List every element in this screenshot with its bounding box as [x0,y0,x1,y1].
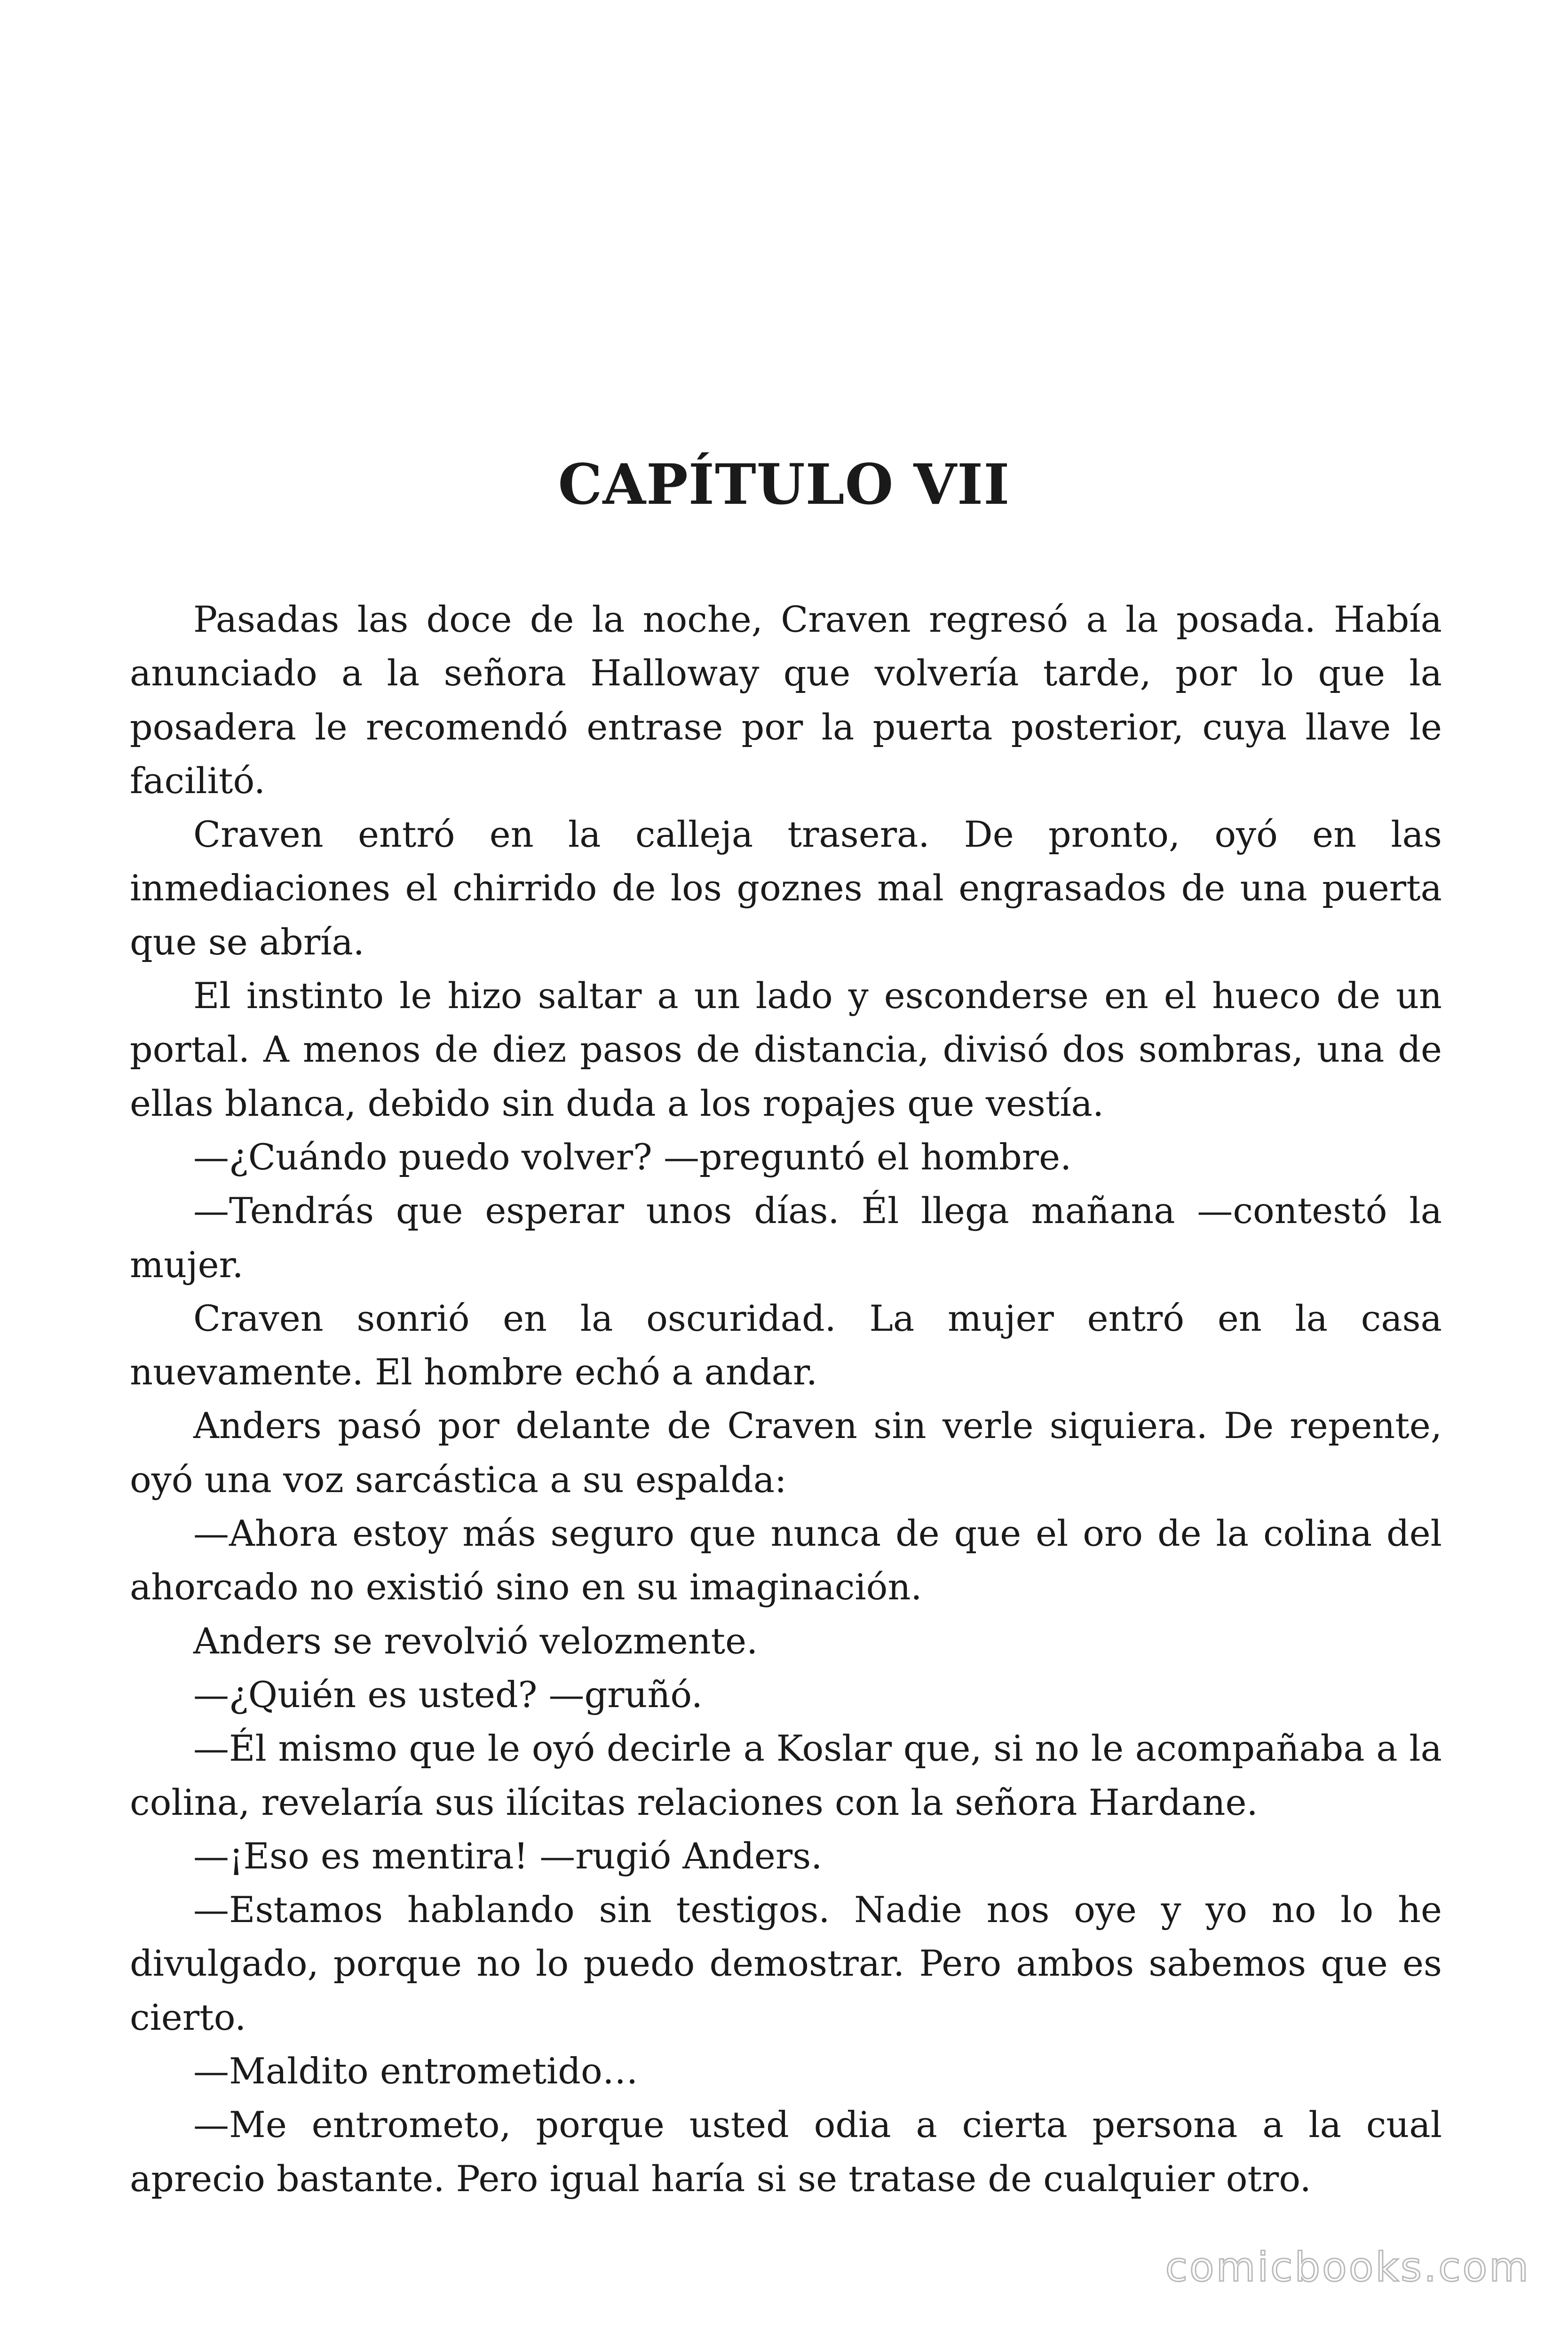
paragraph: —¡Eso es mentira! —rugió Anders. [193,1835,823,1877]
paragraph: —Me entrometo, porque usted odia a cierta persona a la cual aprecio bastante. Pero igual haría si se tratase de cualquier otro. [130,2104,1442,2200]
paragraph: —¿Quién es usted? —gruñó. [193,1673,703,1716]
paragraph: —¿Cuándo puedo volver? —preguntó el hombre. [193,1136,1072,1178]
paragraph: El instinto le hizo saltar a un lado y esconderse en el hueco de un portal. A menos de diez pasos de distancia, divisó dos sombras, una de ellas blanca, debido sin duda a los ropajes que vestía. [130,975,1442,1124]
paragraph: —Estamos hablando sin testigos. Nadie nos oye y yo no lo he divulgado, porque no lo puedo demostrar. Pero ambos sabemos que es cierto. [130,1889,1442,2038]
paragraph: —Tendrás que esperar unos días. Él llega mañana —contestó la mujer. [130,1190,1442,1286]
paragraph: Craven sonrió en la oscuridad. La mujer entró en la casa nuevamente. El hombre echó a andar. [130,1297,1442,1393]
paragraph: Craven entró en la calleja trasera. De pronto, oyó en las inmediaciones el chirrido de los goznes mal engrasados de una puerta que se abría. [130,813,1442,963]
chapter-title: CAPÍTULO VII [558,452,1010,517]
paragraph: Anders se revolvió velozmente. [193,1620,758,1662]
paragraph: —Él mismo que le oyó decirle a Koslar que, si no le acompañaba a la colina, revelaría sus ilícitas relaciones con la señora Hardane. [130,1727,1442,1823]
watermark: comicbooks.com [1165,2244,1530,2291]
paragraph: —Ahora estoy más seguro que nunca de que el oro de la colina del ahorcado no existió sino en su imaginación. [130,1512,1442,1608]
chapter-body [130,593,1442,2206]
paragraph: Pasadas las doce de la noche, Craven regresó a la posada. Había anunciado a la señora Halloway que volvería tarde, por lo que la posadera le recomendó entrase por la puerta posterior, cuya llave le facilitó. [130,598,1442,802]
paragraph: —Maldito entrometido… [193,2050,638,2092]
paragraph: Anders pasó por delante de Craven sin verle siquiera. De repente, oyó una voz sarcástica a su espalda: [130,1405,1442,1501]
